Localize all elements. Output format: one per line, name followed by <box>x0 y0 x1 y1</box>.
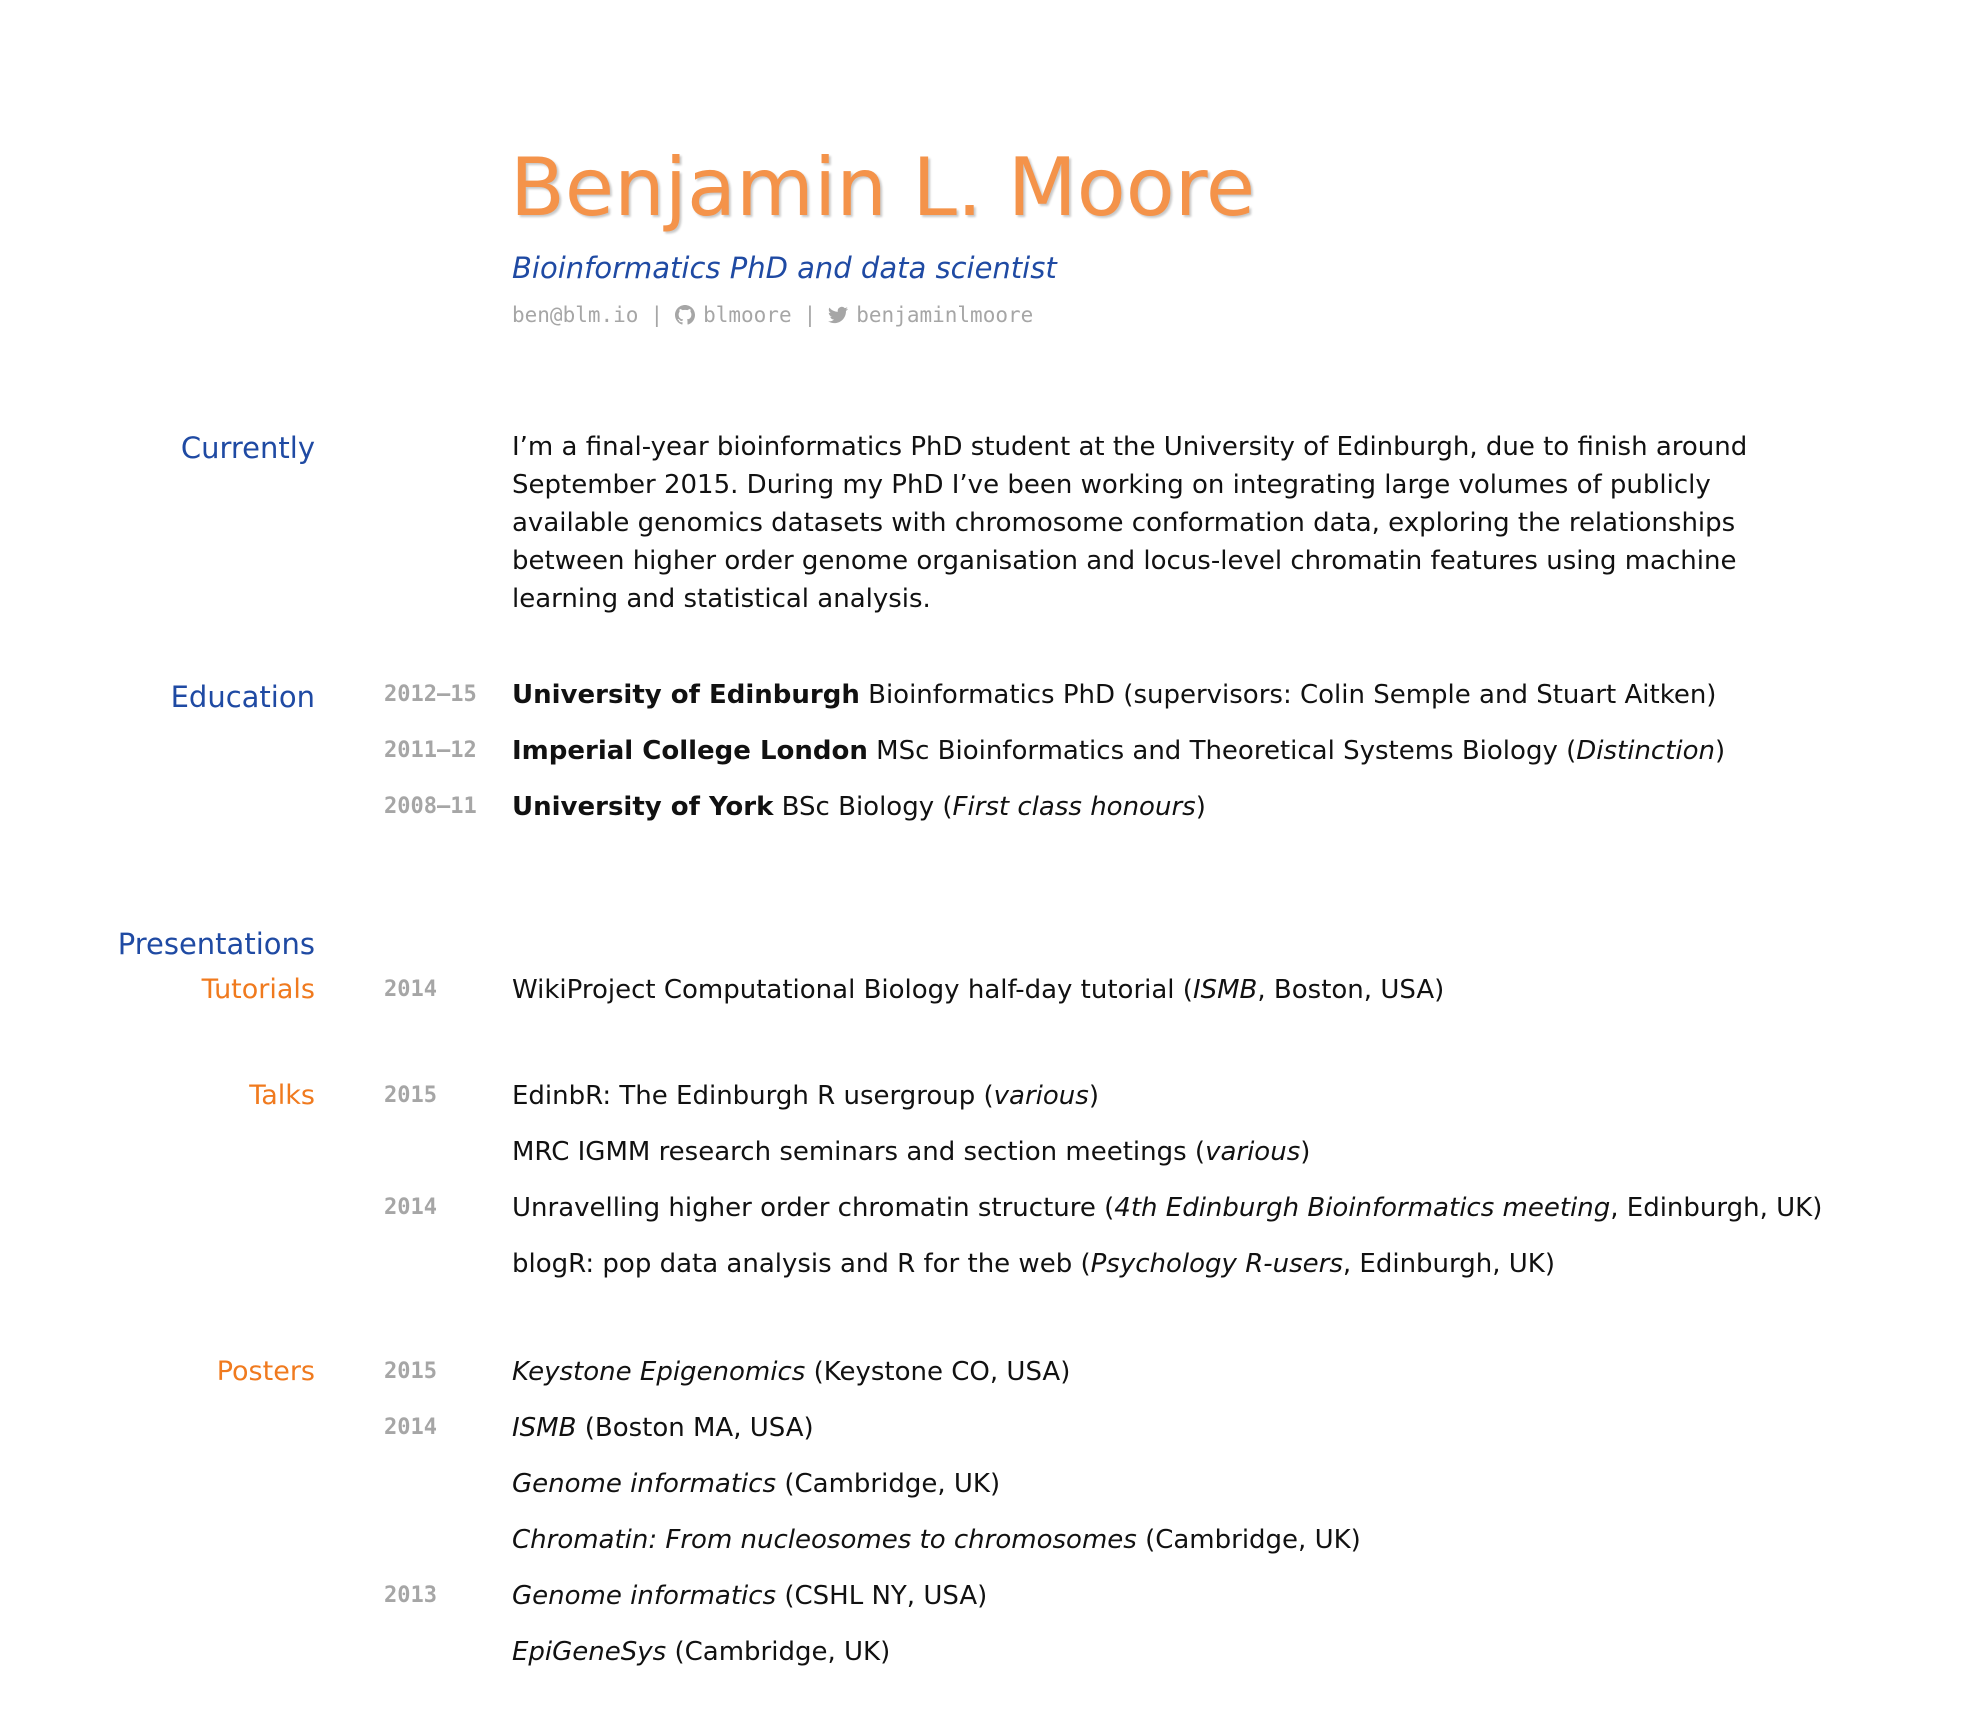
subsection-title-talks: Talks <box>249 1080 315 1111</box>
entry-venue: Keystone Epigenomics <box>512 1357 806 1387</box>
poster-entry <box>512 1632 890 1672</box>
entry-location: (Cambridge, UK) <box>1136 1525 1361 1555</box>
poster-entry <box>512 1352 1070 1392</box>
poster-year: 2015 <box>384 1359 437 1384</box>
github-link[interactable]: blmoore <box>703 303 792 327</box>
twitter-icon <box>828 305 848 325</box>
entry-text: EdinbR: The Edinburgh R usergroup ( <box>512 1081 994 1111</box>
education-honours: First class honours <box>952 792 1196 822</box>
entry-location: , Edinburgh, UK) <box>1610 1193 1823 1223</box>
entry-venue: ISMB <box>512 1413 577 1443</box>
poster-entry <box>512 1464 1000 1504</box>
entry-location: , Edinburgh, UK) <box>1342 1249 1556 1279</box>
entry-venue: ISMB <box>1192 975 1258 1005</box>
twitter-link[interactable]: benjaminlmoore <box>856 303 1034 327</box>
entry-venue: 4th Edinburgh Bioinformatics meeting <box>1114 1193 1611 1223</box>
entry-venue: various <box>1205 1137 1301 1167</box>
poster-year: 2013 <box>384 1583 437 1608</box>
poster-year: 2014 <box>384 1415 437 1440</box>
education-entry <box>512 787 1206 827</box>
education-detail-suffix: ) <box>1715 736 1726 766</box>
entry-text: blogR: pop data analysis and R for the web ( <box>512 1249 1091 1279</box>
entry-text: Unravelling higher order chromatin structure ( <box>512 1193 1115 1223</box>
talk-entry <box>512 1132 1310 1172</box>
entry-location: ) <box>1088 1081 1099 1111</box>
entry-venue: various <box>993 1081 1089 1111</box>
section-title-presentations: Presentations <box>117 927 315 961</box>
education-honours: Distinction <box>1576 736 1716 766</box>
tutorial-year: 2014 <box>384 977 437 1002</box>
institution: Imperial College London <box>512 736 868 766</box>
entry-location: (CSHL NY, USA) <box>776 1581 988 1611</box>
entry-text: MRC IGMM research seminars and section meetings ( <box>512 1137 1206 1167</box>
education-detail: Bioinformatics PhD (supervisors: Colin Semple and Stuart Aitken) <box>868 680 1717 710</box>
talk-year: 2014 <box>384 1195 437 1220</box>
entry-venue: Psychology R-users <box>1090 1249 1343 1279</box>
entry-location: (Keystone CO, USA) <box>805 1357 1071 1387</box>
currently-text: I’m a final-year bioinformatics PhD student at the University of Edinburgh, due to finish around September 2015. During my PhD I’ve been working on integrating large volumes of publicly available genomics datasets with chromosome conformation data, exploring the relationships between higher order genome organisation and locus-level chromatin features using machine learning and statistical analysis. <box>512 432 1748 614</box>
education-years: 2011–12 <box>384 738 477 763</box>
separator: | <box>650 303 664 327</box>
talk-entry <box>512 1188 1822 1228</box>
talk-entry <box>512 1244 1555 1284</box>
entry-location: (Cambridge, UK) <box>776 1469 1001 1499</box>
education-years: 2008–11 <box>384 794 477 819</box>
institution: University of Edinburgh <box>512 680 860 710</box>
poster-entry <box>512 1408 814 1448</box>
education-detail: MSc Bioinformatics and Theoretical Systems Biology ( <box>876 736 1577 766</box>
subsection-title-tutorials: Tutorials <box>201 974 315 1005</box>
poster-entry <box>512 1576 987 1616</box>
entry-text: WikiProject Computational Biology half-day tutorial ( <box>512 975 1193 1005</box>
entry-location: ) <box>1300 1137 1311 1167</box>
section-title-education: Education <box>170 680 315 714</box>
education-detail-suffix: ) <box>1195 792 1206 822</box>
entry-location: , Boston, USA) <box>1257 975 1445 1005</box>
separator: | <box>803 303 817 327</box>
github-icon <box>675 305 695 325</box>
tutorial-entry <box>512 970 1444 1010</box>
entry-location: (Cambridge, UK) <box>666 1637 891 1667</box>
institution: University of York <box>512 792 774 822</box>
contact-bar <box>512 300 1033 330</box>
education-entry <box>512 675 1716 715</box>
entry-location: (Boston MA, USA) <box>576 1413 814 1443</box>
entry-venue: Genome informatics <box>512 1581 777 1611</box>
page-title: Benjamin L. Moore <box>510 141 1256 234</box>
education-entry <box>512 731 1725 771</box>
education-detail: BSc Biology ( <box>781 792 953 822</box>
entry-venue: Genome informatics <box>512 1469 777 1499</box>
entry-venue: Chromatin: From nucleosomes to chromosomes <box>512 1525 1137 1555</box>
poster-entry <box>512 1520 1361 1560</box>
subsection-title-posters: Posters <box>216 1356 315 1387</box>
tagline: Bioinformatics PhD and data scientist <box>512 251 1057 285</box>
section-title-currently: Currently <box>180 431 315 465</box>
talk-entry <box>512 1076 1099 1116</box>
education-years: 2012–15 <box>384 682 477 707</box>
talk-year: 2015 <box>384 1083 437 1108</box>
email-link[interactable]: ben@blm.io <box>512 303 639 327</box>
entry-venue: EpiGeneSys <box>512 1637 667 1667</box>
